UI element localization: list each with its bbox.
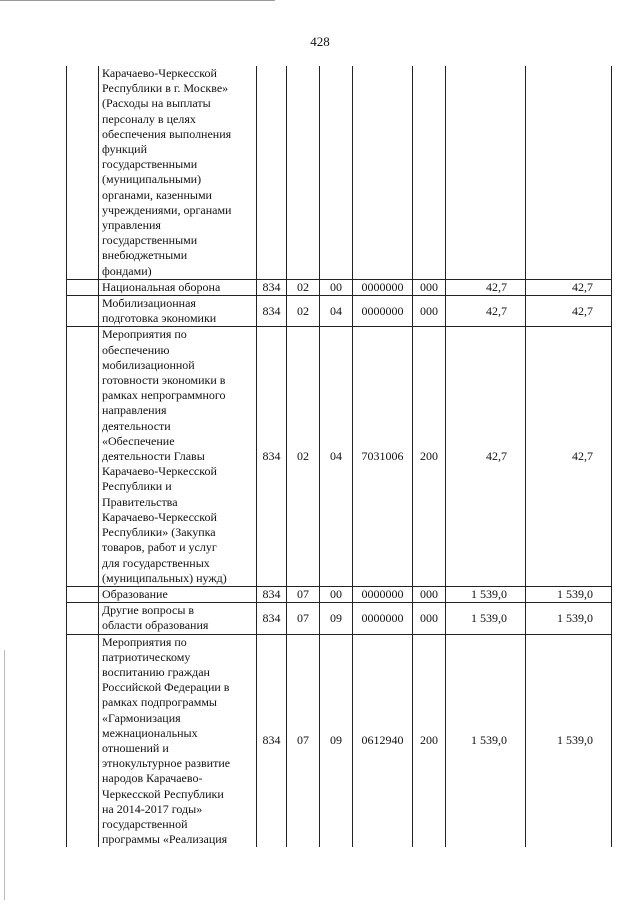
row-description: [99, 279, 257, 295]
row-description: [99, 634, 257, 847]
description-line: Черкесской Республики: [102, 786, 224, 801]
expense-type-code-cell: 200: [413, 327, 446, 586]
description-line: Карачаево-Черкесской: [102, 509, 217, 524]
amount-year2-cell: 42,7: [526, 279, 612, 295]
description-line: Республики» (Закупка: [102, 525, 216, 540]
description-line: области образования: [102, 618, 209, 633]
description-line: патриотическому: [102, 649, 191, 664]
page-number: 428: [310, 34, 330, 49]
description-line: Республики и: [102, 479, 172, 494]
description-line: (муниципальными): [102, 172, 202, 187]
amount-year2-cell: 42,7: [526, 296, 612, 327]
row-description: [99, 603, 257, 634]
table-row: [67, 279, 612, 295]
ministry-code-cell: 834: [257, 603, 287, 634]
ministry-code-cell: 834: [257, 327, 287, 586]
target-item-code-cell: 0000000: [353, 296, 413, 327]
row-number-cell: [67, 327, 99, 586]
section-code-cell: 07: [287, 586, 320, 602]
description-line: «Обеспечение: [102, 433, 175, 448]
subsection-code-cell: 00: [320, 279, 353, 295]
description-line: обеспечению: [102, 342, 170, 357]
description-line: деятельности Главы: [102, 449, 205, 464]
expense-type-code-cell: 000: [413, 279, 446, 295]
amount-year1-cell: 42,7: [446, 279, 526, 295]
description-line: государственными: [102, 233, 198, 248]
description-line: Национальная оборона: [102, 279, 221, 294]
description-line: рамках непрограммного: [102, 388, 226, 403]
section-code-cell: 02: [287, 296, 320, 327]
description-line: органами, казенными: [102, 187, 212, 202]
target-item-code-cell: 0612940: [353, 634, 413, 847]
amount-year2-cell: 1 539,0: [526, 634, 612, 847]
amount-year1-cell: 42,7: [446, 296, 526, 327]
table-row: [67, 327, 612, 586]
amount-year1-cell: [446, 66, 526, 279]
description-line: на 2014-2017 годы»: [102, 801, 203, 816]
description-line: государственной: [102, 816, 188, 831]
description-line: обеспечения выполнения: [102, 126, 232, 141]
description-line: «Гармонизация: [102, 710, 181, 725]
row-description: [99, 327, 257, 586]
table-row: [67, 603, 612, 634]
table-row: [67, 634, 612, 847]
description-line: деятельности: [102, 418, 171, 433]
row-number-cell: [67, 279, 99, 295]
amount-year1-cell: 1 539,0: [446, 586, 526, 602]
table-row: [67, 586, 612, 602]
amount-year2-cell: 1 539,0: [526, 603, 612, 634]
subsection-code-cell: 04: [320, 327, 353, 586]
description-line: управления: [102, 218, 161, 233]
amount-year1-cell: 1 539,0: [446, 634, 526, 847]
scan-edge-line: [4, 650, 5, 900]
description-line: народов Карачаево-: [102, 771, 203, 786]
ministry-code-cell: 834: [257, 296, 287, 327]
subsection-code-cell: 04: [320, 296, 353, 327]
row-number-cell: [67, 586, 99, 602]
row-description: [99, 296, 257, 327]
amount-year2-cell: [526, 66, 612, 279]
description-line: Республики в г. Москве»: [102, 81, 229, 96]
table-row: [67, 296, 612, 327]
description-line: этнокультурное развитие: [102, 756, 231, 771]
budget-table: [66, 66, 612, 847]
table-row: [67, 66, 612, 279]
ministry-code-cell: 834: [257, 586, 287, 602]
section-code-cell: 07: [287, 603, 320, 634]
description-line: направления: [102, 403, 167, 418]
ministry-code-cell: [257, 66, 287, 279]
description-line: (Расходы на выплаты: [102, 96, 211, 111]
description-line: Образование: [102, 586, 168, 601]
expense-type-code-cell: 000: [413, 603, 446, 634]
description-line: готовности экономики в: [102, 373, 226, 388]
description-line: Мобилизационная: [102, 296, 196, 311]
amount-year1-cell: 1 539,0: [446, 603, 526, 634]
description-line: Другие вопросы в: [102, 603, 195, 618]
expense-type-code-cell: 000: [413, 296, 446, 327]
description-line: товаров, работ и услуг: [102, 540, 217, 555]
amount-year2-cell: 42,7: [526, 327, 612, 586]
section-code-cell: 02: [287, 279, 320, 295]
description-line: Мероприятия по: [102, 634, 187, 649]
section-code-cell: 02: [287, 327, 320, 586]
description-line: мобилизационной: [102, 357, 195, 372]
ministry-code-cell: 834: [257, 634, 287, 847]
description-line: подготовка экономики: [102, 311, 217, 326]
amount-year2-cell: 1 539,0: [526, 586, 612, 602]
row-number-cell: [67, 66, 99, 279]
description-line: Карачаево-Черкесской: [102, 66, 217, 80]
row-number-cell: [67, 634, 99, 847]
description-line: воспитанию граждан: [102, 664, 210, 679]
top-rule: [0, 0, 275, 1]
target-item-code-cell: 0000000: [353, 586, 413, 602]
row-description: [99, 66, 257, 279]
ministry-code-cell: 834: [257, 279, 287, 295]
row-description: [99, 586, 257, 602]
expense-type-code-cell: 000: [413, 586, 446, 602]
target-item-code-cell: 0000000: [353, 279, 413, 295]
description-line: функций: [102, 142, 147, 157]
description-line: фондами): [102, 263, 152, 278]
description-line: Правительства: [102, 494, 178, 509]
description-line: отношений и: [102, 740, 169, 755]
description-line: внебюджетными: [102, 248, 188, 263]
budget-table-body: [67, 66, 612, 847]
description-line: Российской Федерации в: [102, 680, 230, 695]
subsection-code-cell: 09: [320, 603, 353, 634]
section-code-cell: 07: [287, 634, 320, 847]
row-number-cell: [67, 296, 99, 327]
subsection-code-cell: 09: [320, 634, 353, 847]
subsection-code-cell: 00: [320, 586, 353, 602]
description-line: Мероприятия по: [102, 327, 187, 342]
description-line: для государственных: [102, 555, 210, 570]
subsection-code-cell: [320, 66, 353, 279]
description-line: учреждениями, органами: [102, 202, 232, 217]
expense-type-code-cell: 200: [413, 634, 446, 847]
amount-year1-cell: 42,7: [446, 327, 526, 586]
description-line: программы «Реализация: [102, 832, 228, 847]
target-item-code-cell: 7031006: [353, 327, 413, 586]
description-line: межнациональных: [102, 725, 198, 740]
description-line: Карачаево-Черкесской: [102, 464, 217, 479]
description-line: государственными: [102, 157, 198, 172]
target-item-code-cell: [353, 66, 413, 279]
description-line: (муниципальных) нужд): [102, 570, 227, 585]
expense-type-code-cell: [413, 66, 446, 279]
target-item-code-cell: 0000000: [353, 603, 413, 634]
description-line: персоналу в целях: [102, 111, 196, 126]
section-code-cell: [287, 66, 320, 279]
description-line: рамках подпрограммы: [102, 695, 217, 710]
row-number-cell: [67, 603, 99, 634]
